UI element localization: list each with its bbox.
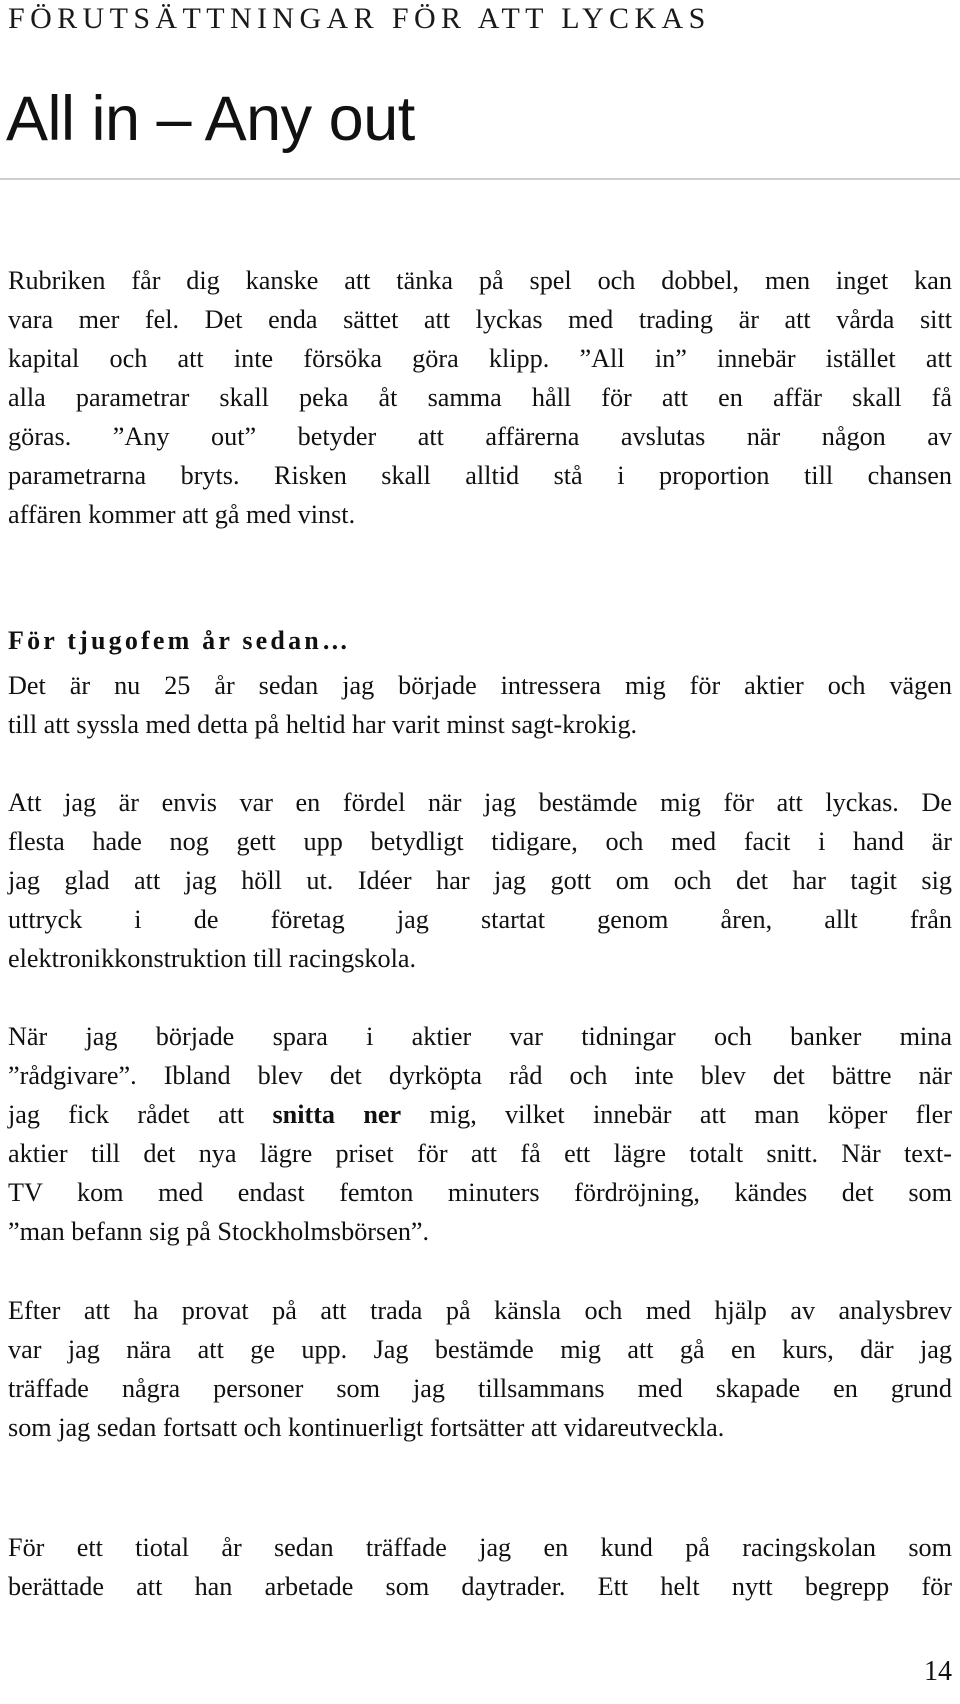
title-divider [0, 178, 960, 180]
section-heading: För tjugofem år sedan… [8, 626, 352, 655]
text-line: träffade några personer som jag tillsammans med skapade en grund [8, 1374, 952, 1403]
text-line: flesta hade nog gett upp betydligt tidigare, och med facit i hand är [8, 827, 952, 856]
emphasis-term: snitta ner [272, 1100, 402, 1129]
text-line: Rubriken får dig kanske att tänka på spel och dobbel, men inget kan [8, 266, 952, 295]
intro-paragraph [8, 261, 952, 534]
text-line: Att jag är envis var en fördel när jag bestämde mig för att lyckas. De [8, 788, 952, 817]
text-line: som jag sedan fortsatt och kontinuerligt fortsätter att vidareutveckla. [8, 1413, 725, 1442]
text-run: mig, vilket innebär att man köper fler [401, 1100, 952, 1129]
text-line: vara mer fel. Det enda sättet att lyckas med trading är att vårda sitt [8, 305, 952, 334]
text-line: var jag nära att ge upp. Jag bestämde mig att gå en kurs, där jag [8, 1335, 952, 1364]
running-header: FÖRUTSÄTTNINGAR FÖR ATT LYCKAS [8, 2, 711, 35]
text-line: kapital och att inte försöka göra klipp. ”All in” innebär istället att [8, 344, 952, 373]
text-line: elektronikkonstruktion till racingskola. [8, 944, 417, 973]
paragraph-3 [8, 1017, 952, 1251]
text-line: berättade att han arbetade som daytrader. Ett helt nytt begrepp för [8, 1572, 952, 1601]
text-run: jag fick rådet att [8, 1100, 273, 1129]
text-line: affären kommer att gå med vinst. [8, 500, 356, 529]
chapter-title: All in – Any out [6, 84, 415, 154]
text-line: Det är nu 25 år sedan jag började intressera mig för aktier och vägen [8, 671, 952, 700]
text-line: uttryck i de företag jag startat genom åren, allt från [8, 905, 952, 934]
text-line: aktier till det nya lägre priset för att få ett lägre totalt snitt. När text- [8, 1139, 952, 1168]
text-line: När jag började spara i aktier var tidningar och banker mina [8, 1022, 952, 1051]
text-line: göras. ”Any out” betyder att affärerna avslutas när någon av [8, 422, 952, 451]
paragraph-2 [8, 783, 952, 978]
paragraph-5 [8, 1528, 952, 1606]
text-line: TV kom med endast femton minuters fördröjning, kändes det som [8, 1178, 952, 1207]
text-line [8, 1095, 952, 1134]
paragraph-1 [8, 666, 952, 744]
page-number: 14 [924, 1656, 952, 1687]
text-line: För ett tiotal år sedan träffade jag en kund på racingskolan som [8, 1533, 952, 1562]
text-line: ”rådgivare”. Ibland blev det dyrköpta råd och inte blev det bättre när [8, 1061, 952, 1090]
text-line: Efter att ha provat på att trada på känsla och med hjälp av analysbrev [8, 1296, 952, 1325]
text-line: alla parametrar skall peka åt samma håll för att en affär skall få [8, 383, 952, 412]
text-line: ”man befann sig på Stockholmsbörsen”. [8, 1217, 430, 1246]
text-line: jag glad att jag höll ut. Idéer har jag gott om och det har tagit sig [8, 866, 952, 895]
paragraph-4 [8, 1291, 952, 1447]
text-line: till att syssla med detta på heltid har varit minst sagt-krokig. [8, 710, 638, 739]
text-line: parametrarna bryts. Risken skall alltid stå i proportion till chansen [8, 461, 952, 490]
